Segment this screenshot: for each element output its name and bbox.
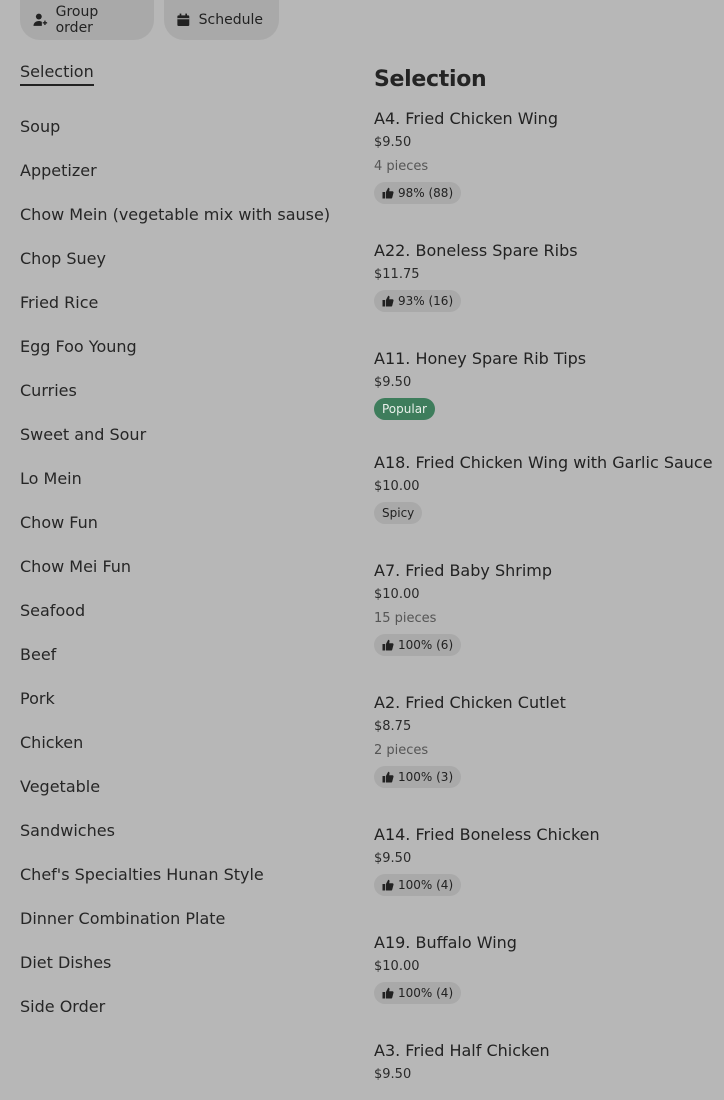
rating-badge bbox=[374, 290, 461, 312]
schedule-button[interactable] bbox=[164, 0, 279, 40]
menu-item-price: $9.50 bbox=[374, 851, 412, 866]
sidebar-item-label: Sandwiches bbox=[20, 820, 115, 840]
thumbs-up-icon bbox=[382, 295, 394, 307]
group-order-button[interactable] bbox=[20, 0, 154, 40]
sidebar-item-label: Chow Mein (vegetable mix with sause) bbox=[20, 204, 331, 224]
menu-item-description: 4 pieces bbox=[374, 159, 429, 174]
group-order-label: Group order bbox=[55, 4, 99, 36]
rating-badge bbox=[374, 982, 461, 1004]
sidebar-item-selection[interactable] bbox=[20, 60, 340, 88]
rating-text: 100% (4) bbox=[398, 986, 454, 1000]
sidebar-item-dinner-combination[interactable] bbox=[20, 896, 340, 940]
sidebar-item-diet-dishes[interactable] bbox=[20, 940, 340, 984]
sidebar-item-label: Egg Foo Young bbox=[20, 336, 137, 356]
menu-item-name: A7. Fried Baby Shrimp bbox=[374, 561, 552, 580]
section-title: Selection bbox=[374, 67, 487, 92]
sidebar-item-label: Chow Fun bbox=[20, 512, 98, 532]
rating-badge bbox=[374, 182, 461, 204]
rating-badge bbox=[374, 634, 461, 656]
thumbs-up-icon bbox=[382, 879, 394, 891]
sidebar-item-egg-foo-young[interactable] bbox=[20, 324, 340, 368]
menu-item[interactable] bbox=[374, 932, 714, 1040]
sidebar-item-fried-rice[interactable] bbox=[20, 280, 340, 324]
sidebar-item-soup[interactable] bbox=[20, 104, 340, 148]
sidebar-item-chop-suey[interactable] bbox=[20, 236, 340, 280]
sidebar-item-lo-mein[interactable] bbox=[20, 456, 340, 500]
top-actions bbox=[20, 0, 279, 40]
sidebar-item-chow-mein[interactable] bbox=[20, 192, 340, 236]
menu-item[interactable] bbox=[374, 452, 714, 560]
sidebar-item-label: Vegetable bbox=[20, 776, 101, 796]
menu-item-price: $9.50 bbox=[374, 1067, 412, 1082]
sidebar-item-vegetable[interactable] bbox=[20, 764, 340, 808]
sidebar-item-pork[interactable] bbox=[20, 676, 340, 720]
menu-item[interactable] bbox=[374, 692, 714, 824]
menu-item[interactable] bbox=[374, 240, 714, 348]
thumbs-up-icon bbox=[382, 187, 394, 199]
group-person-icon bbox=[32, 12, 48, 28]
sidebar-item-label: Seafood bbox=[20, 600, 86, 620]
menu-item-price: $10.00 bbox=[374, 959, 420, 974]
sidebar-item-label: Side Order bbox=[20, 996, 106, 1016]
sidebar-item-chicken[interactable] bbox=[20, 720, 340, 764]
sidebar-item-sweet-and-sour[interactable] bbox=[20, 412, 340, 456]
menu-item-description: 2 pieces bbox=[374, 743, 429, 758]
menu-item[interactable] bbox=[374, 348, 714, 452]
menu-item[interactable] bbox=[374, 560, 714, 692]
sidebar-item-chow-mei-fun[interactable] bbox=[20, 544, 340, 588]
menu-item-name: A11. Honey Spare Rib Tips bbox=[374, 349, 587, 368]
sidebar-item-label: Chicken bbox=[20, 732, 84, 752]
menu-item-name: A22. Boneless Spare Ribs bbox=[374, 241, 578, 260]
sidebar-item-label: Pork bbox=[20, 688, 55, 708]
rating-text: 100% (4) bbox=[398, 878, 454, 892]
thumbs-up-icon bbox=[382, 771, 394, 783]
sidebar-item-label: Soup bbox=[20, 116, 61, 136]
sidebar-item-label: Beef bbox=[20, 644, 57, 664]
rating-text: 93% (16) bbox=[398, 294, 454, 308]
rating-text: 98% (88) bbox=[398, 186, 454, 200]
sidebar-item-sandwiches[interactable] bbox=[20, 808, 340, 852]
menu-item-price: $10.00 bbox=[374, 587, 420, 602]
badge-text: Spicy bbox=[382, 506, 415, 520]
rating-badge bbox=[374, 766, 461, 788]
sidebar-item-beef[interactable] bbox=[20, 632, 340, 676]
thumbs-up-icon bbox=[382, 639, 394, 651]
sidebar-item-label: Selection bbox=[20, 62, 94, 86]
thumbs-up-icon bbox=[382, 987, 394, 999]
sidebar-item-label: Chow Mei Fun bbox=[20, 556, 132, 576]
sidebar-item-curries[interactable] bbox=[20, 368, 340, 412]
menu-item-description: 15 pieces bbox=[374, 611, 437, 626]
menu-item-name: A3. Fried Half Chicken bbox=[374, 1041, 550, 1060]
popular-badge bbox=[374, 398, 435, 420]
rating-text: 100% (6) bbox=[398, 638, 454, 652]
menu-item-name: A14. Fried Boneless Chicken bbox=[374, 825, 600, 844]
sidebar-item-label: Lo Mein bbox=[20, 468, 82, 488]
sidebar-item-label: Diet Dishes bbox=[20, 952, 112, 972]
menu-item-price: $9.50 bbox=[374, 375, 412, 390]
sidebar-item-chefs-specialties[interactable] bbox=[20, 852, 340, 896]
sidebar-item-label: Chop Suey bbox=[20, 248, 106, 268]
menu-item[interactable] bbox=[374, 824, 714, 932]
sidebar-item-chow-fun[interactable] bbox=[20, 500, 340, 544]
sidebar-item-label: Chef's Specialties Hunan Style bbox=[20, 864, 264, 884]
category-sidebar bbox=[20, 60, 340, 1028]
menu-item-name: A2. Fried Chicken Cutlet bbox=[374, 693, 566, 712]
spicy-badge bbox=[374, 502, 422, 524]
menu-item-price: $8.75 bbox=[374, 719, 412, 734]
menu-item-price: $11.75 bbox=[374, 267, 420, 282]
menu-item-name: A4. Fried Chicken Wing bbox=[374, 109, 558, 128]
sidebar-item-side-order[interactable] bbox=[20, 984, 340, 1028]
badge-text: Popular bbox=[382, 402, 427, 416]
sidebar-item-label: Sweet and Sour bbox=[20, 424, 147, 444]
sidebar-item-label: Curries bbox=[20, 380, 77, 400]
sidebar-item-label: Dinner Combination Plate bbox=[20, 908, 226, 928]
menu-item[interactable] bbox=[374, 1040, 714, 1100]
menu-item-price: $10.00 bbox=[374, 479, 420, 494]
menu-item-name: A19. Buffalo Wing bbox=[374, 933, 517, 952]
menu-section bbox=[374, 64, 714, 1100]
sidebar-item-label: Appetizer bbox=[20, 160, 97, 180]
sidebar-item-label: Fried Rice bbox=[20, 292, 99, 312]
menu-item[interactable] bbox=[374, 108, 714, 240]
schedule-label: Schedule bbox=[198, 12, 263, 28]
sidebar-item-seafood[interactable] bbox=[20, 588, 340, 632]
sidebar-item-appetizer[interactable] bbox=[20, 148, 340, 192]
calendar-icon bbox=[176, 12, 191, 28]
menu-item-name: A18. Fried Chicken Wing with Garlic Sauce bbox=[374, 453, 713, 472]
rating-badge bbox=[374, 874, 461, 896]
menu-item-price: $9.50 bbox=[374, 135, 412, 150]
rating-text: 100% (3) bbox=[398, 770, 454, 784]
